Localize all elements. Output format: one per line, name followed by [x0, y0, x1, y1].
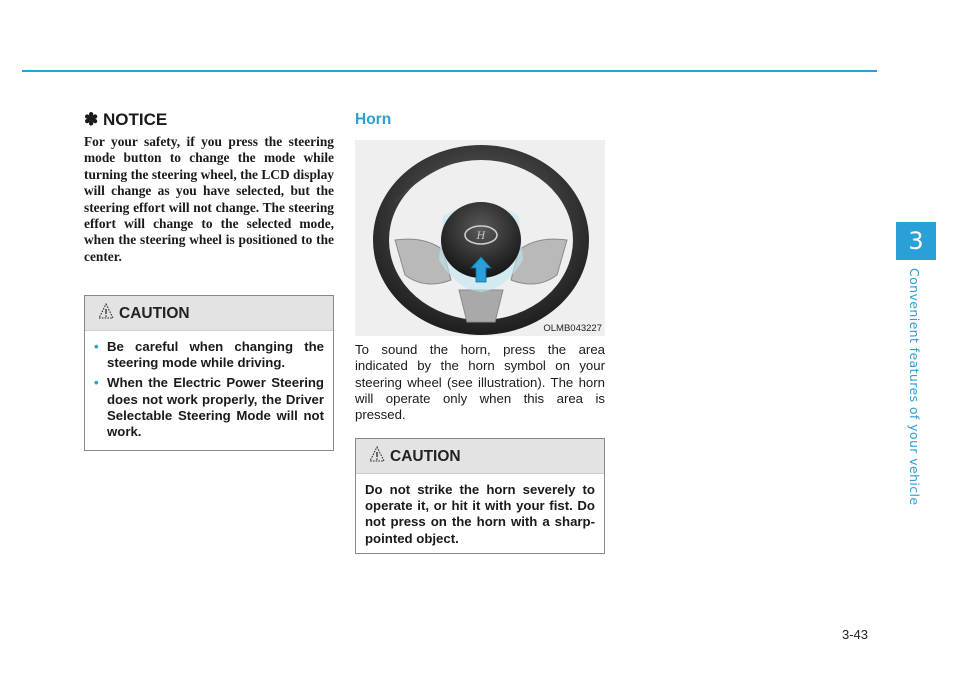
- caution-box-steering: [84, 295, 334, 451]
- header-rule: [22, 70, 877, 72]
- chapter-number-tab: 3: [896, 222, 936, 260]
- notice-heading: ✽ NOTICE: [84, 110, 168, 129]
- caution-header: [356, 439, 604, 474]
- caution-body: [356, 474, 604, 555]
- chapter-title: Convenient features of your vehicle: [907, 268, 922, 506]
- page-number: 3-43: [842, 627, 869, 642]
- figure-code: OLMB043227: [543, 323, 602, 334]
- horn-heading: Horn: [355, 111, 392, 128]
- svg-text:H: H: [476, 231, 486, 242]
- horn-body: To sound the horn, press the area indicated by the horn symbol on your steering wheel (see illustration). The horn will operate only when this area is pressed.: [355, 342, 605, 423]
- warning-triangle-icon: [98, 303, 114, 319]
- caution-item: [94, 339, 324, 371]
- caution-item-text: Be careful when changing the steering mode while driving.: [107, 339, 324, 371]
- steering-wheel-icon: [355, 140, 605, 336]
- bullet-icon: •: [94, 339, 99, 354]
- caution-box-horn: [355, 438, 605, 554]
- caution-label: CAUTION: [119, 305, 190, 322]
- bullet-icon: •: [94, 375, 99, 391]
- warning-triangle-icon: [369, 446, 385, 462]
- caution-label: CAUTION: [390, 448, 461, 465]
- caution-header: [85, 296, 333, 331]
- caution-text: Do not strike the horn severely to operate it, or hit it with your fist. Do not press on the horn with a sharp-pointed object.: [365, 482, 595, 546]
- steering-wheel-illustration: [355, 140, 605, 336]
- notice-body: For your safety, if you press the steering mode button to change the mode while turning the steering wheel, the LCD display will change as you have selected, but the steering effort will not change. The steering effort will change to the selected mode, when the steering wheel is positioned to the center.: [84, 134, 334, 264]
- caution-item-text: When the Electric Power Steering does not work properly, the Driver Selectable Steering Mode will not work.: [107, 375, 324, 440]
- caution-body: [85, 331, 333, 452]
- caution-item: [94, 375, 324, 440]
